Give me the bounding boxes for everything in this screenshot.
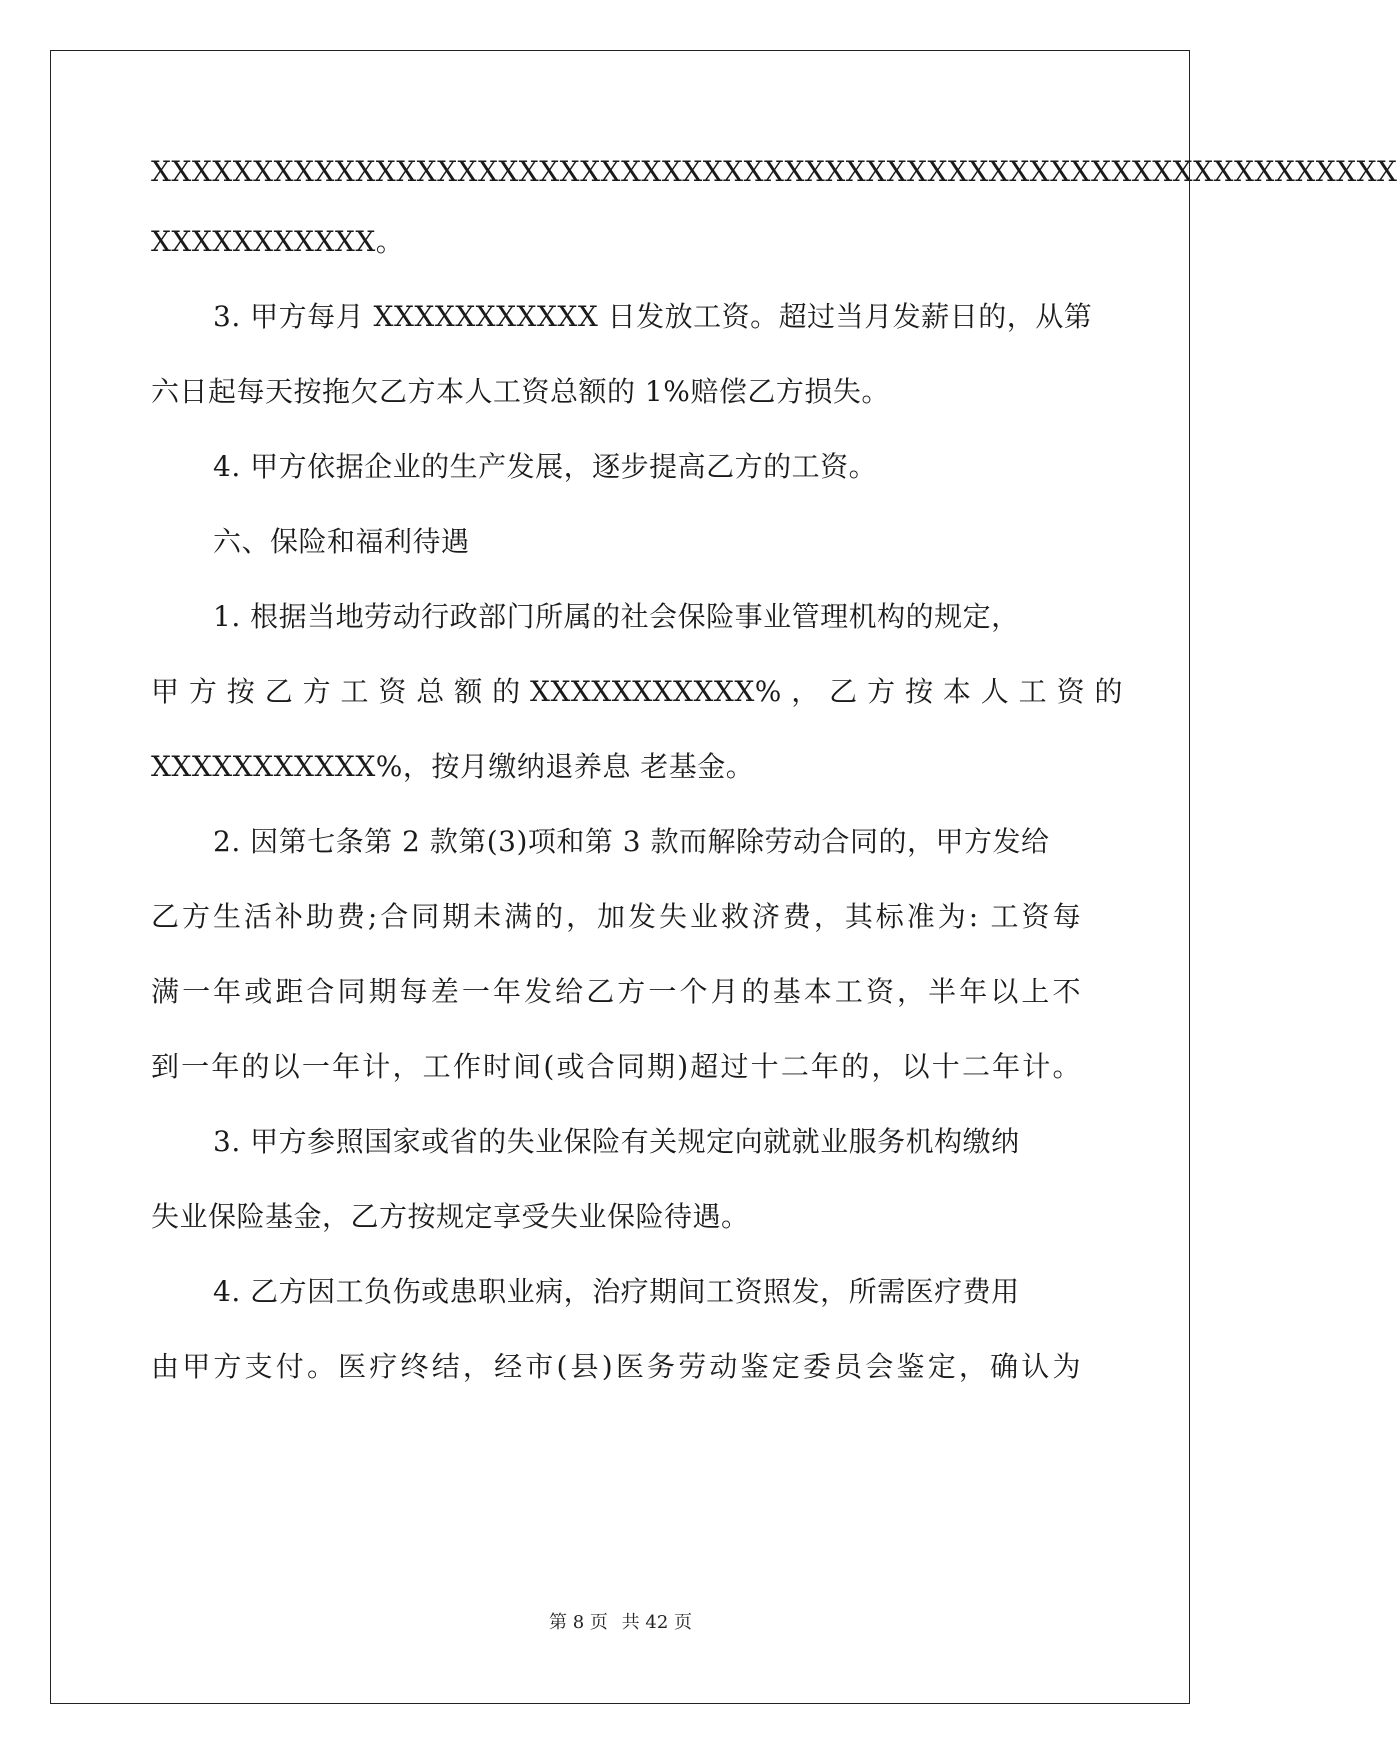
body-text-line: 失业保险基金，乙方按规定享受失业保险待遇。 xyxy=(151,1200,750,1233)
body-text-line: 3. 甲方参照国家或省的失业保险有关规定向就就业服务机构缴纳 xyxy=(213,1125,1020,1158)
total-page-count: 共 42 页 xyxy=(621,1612,692,1633)
page-footer xyxy=(0,1608,1241,1634)
body-text-line: XXXXXXXXXXX。 xyxy=(151,225,405,258)
body-text-line: XXXXXXXXXXX%，按月缴纳退养息 老基金。 xyxy=(151,750,755,783)
page-border xyxy=(50,50,1397,1704)
body-text-line: 3. 甲方每月 XXXXXXXXXXX 日发放工资。超过当月发薪日的，从第 xyxy=(213,300,1093,333)
body-text-line: 1. 根据当地劳动行政部门所属的社会保险事业管理机构的规定， xyxy=(213,600,1020,633)
section-heading: 六、保险和福利待遇 xyxy=(213,525,470,558)
body-text-line: 4. 乙方因工负伤或患职业病，治疗期间工资照发，所需医疗费用 xyxy=(213,1275,1020,1308)
body-text-line: 甲 方 按 乙 方 工 资 总 额 的 XXXXXXXXXXX% ， 乙 方 按 本 人 工 资 的 xyxy=(151,675,1123,708)
body-text-line: 2. 因第七条第 2 款第(3)项和第 3 款而解除劳动合同的，甲方发给 xyxy=(213,825,1050,858)
body-text-line: 到一年的以一年计，工作时间(或合同期)超过十二年的，以十二年计。 xyxy=(151,1050,1081,1083)
body-text-line: XXXXXXXXXXXXXXXXXXXXXXXXXXXXXXXXXXXXXXXXXXXXXXXXXXXXXXXXXXXXX xyxy=(151,155,1397,188)
body-text-line: 4. 甲方依据企业的生产发展，逐步提高乙方的工资。 xyxy=(213,450,878,483)
body-text-line: 由甲方支付。医疗终结，经市(县)医务劳动鉴定委员会鉴定，确认为 xyxy=(151,1350,1081,1383)
body-text-line: 乙方生活补助费;合同期未满的，加发失业救济费，其标准为: 工资每 xyxy=(151,900,1081,933)
body-text-line: 满一年或距合同期每差一年发给乙方一个月的基本工资，半年以上不 xyxy=(151,975,1081,1008)
current-page-number: 第 8 页 xyxy=(549,1612,608,1633)
body-text-line: 六日起每天按拖欠乙方本人工资总额的 1%赔偿乙方损失。 xyxy=(151,375,890,408)
